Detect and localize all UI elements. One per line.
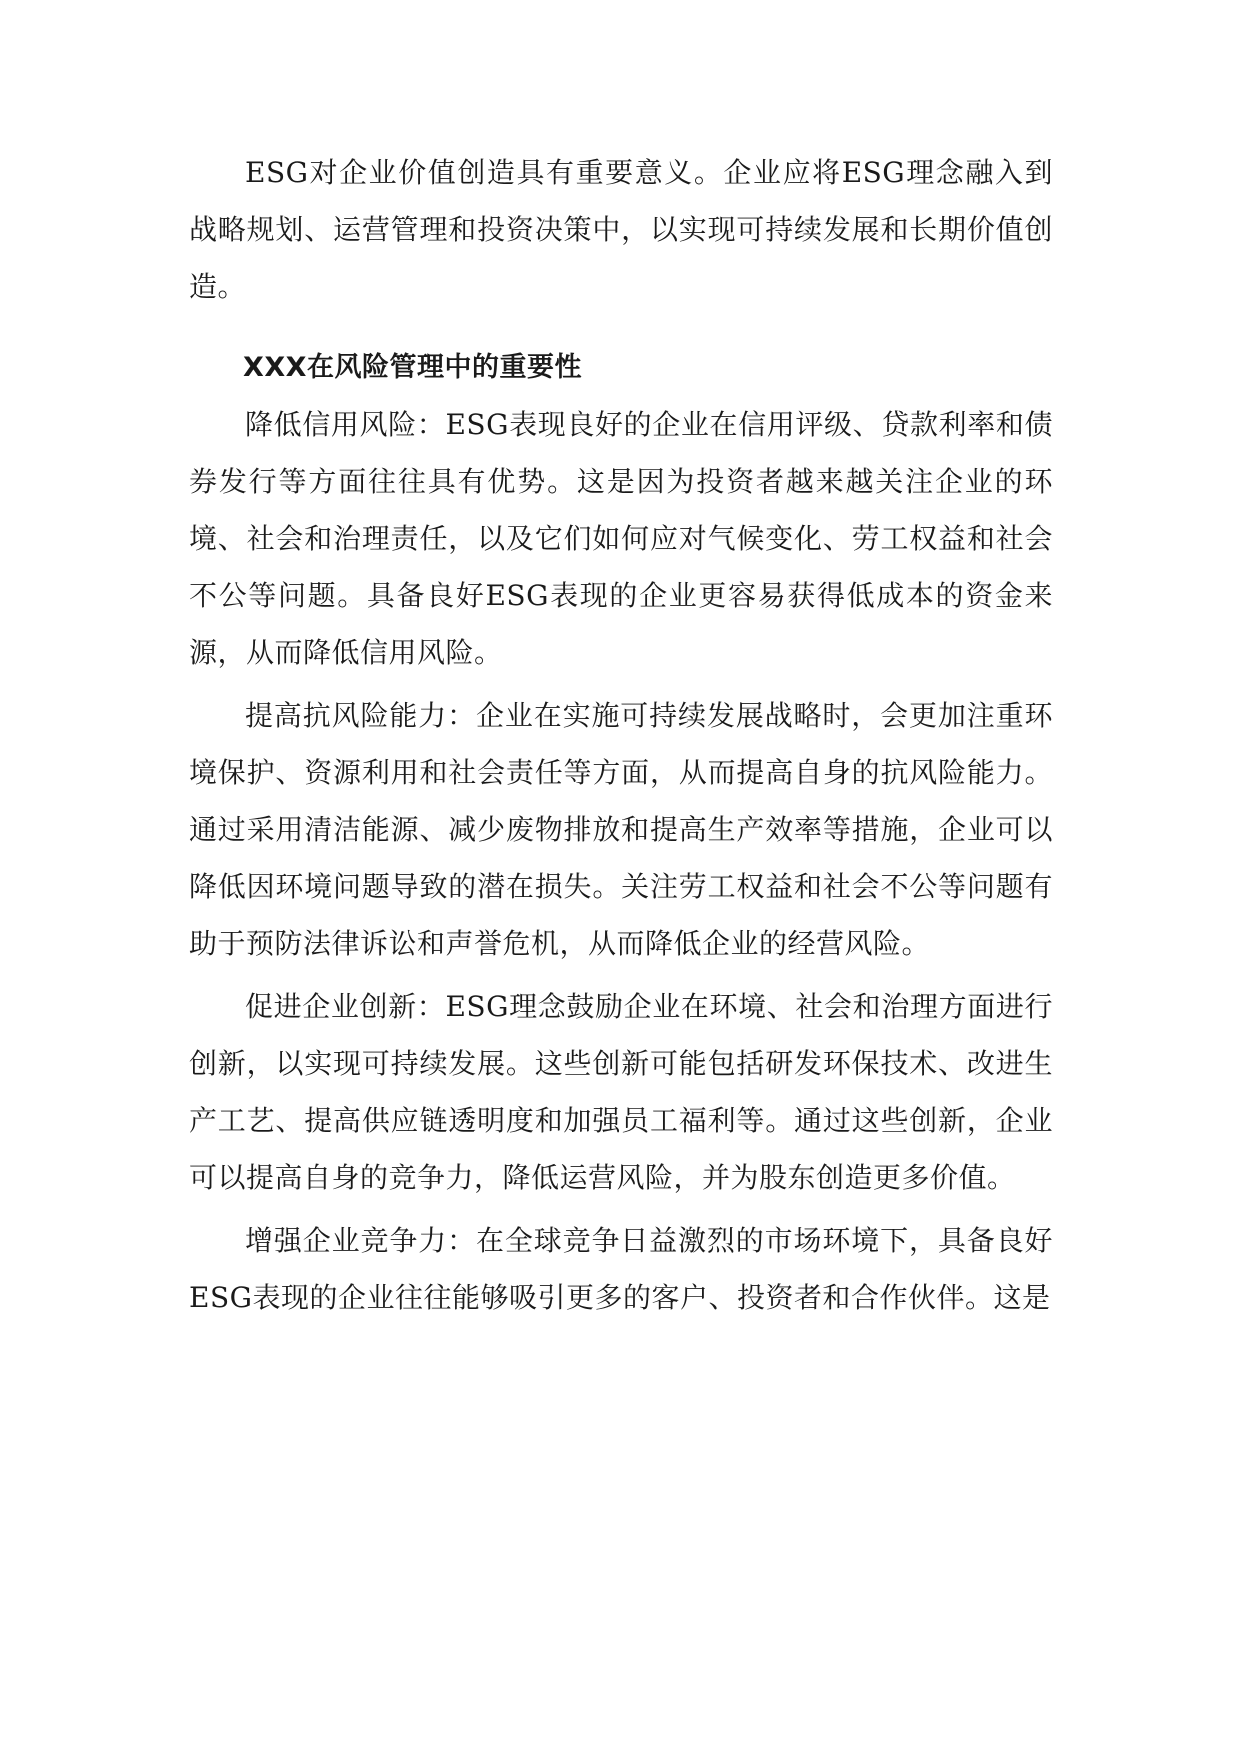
section-heading: XXX在风险管理中的重要性 bbox=[243, 352, 582, 383]
intro-paragraph: ESG对企业价值创造具有重要意义。企业应将ESG理念融入到战略规划、运营管理和投资决策中，以实现可持续发展和长期价值创造。 bbox=[189, 156, 1053, 303]
paragraph-risk-resistance: 提高抗风险能力：企业在实施可持续发展战略时，会更加注重环境保护、资源利用和社会责任等方面，从而提高自身的抗风险能力。通过采用清洁能源、减少废物排放和提高生产效率等措施，企业可以降低因环境问题导致的潜在损失。关注劳工权益和社会不公等问题有助于预防法律诉讼和声誉危机，从而降低企业的经营风险。 bbox=[189, 699, 1053, 960]
document-body bbox=[189, 144, 1053, 1326]
paragraph-innovation: 促进企业创新：ESG理念鼓励企业在环境、社会和治理方面进行创新，以实现可持续发展。这些创新可能包括研发环保技术、改进生产工艺、提高供应链透明度和加强员工福利等。通过这些创新，企业可以提高自身的竞争力，降低运营风险，并为股东创造更多价值。 bbox=[189, 990, 1053, 1194]
paragraph-competitiveness: 增强企业竞争力：在全球竞争日益激烈的市场环境下，具备良好ESG表现的企业往往能够吸引更多的客户、投资者和合作伙伴。这是 bbox=[189, 1224, 1053, 1314]
section-body bbox=[189, 396, 1053, 1326]
paragraph-credit-risk: 降低信用风险：ESG表现良好的企业在信用评级、贷款利率和债券发行等方面往往具有优势。这是因为投资者越来越关注企业的环境、社会和治理责任，以及它们如何应对气候变化、劳工权益和社会不公等问题。具备良好ESG表现的企业更容易获得低成本的资金来源，从而降低信用风险。 bbox=[189, 408, 1053, 669]
